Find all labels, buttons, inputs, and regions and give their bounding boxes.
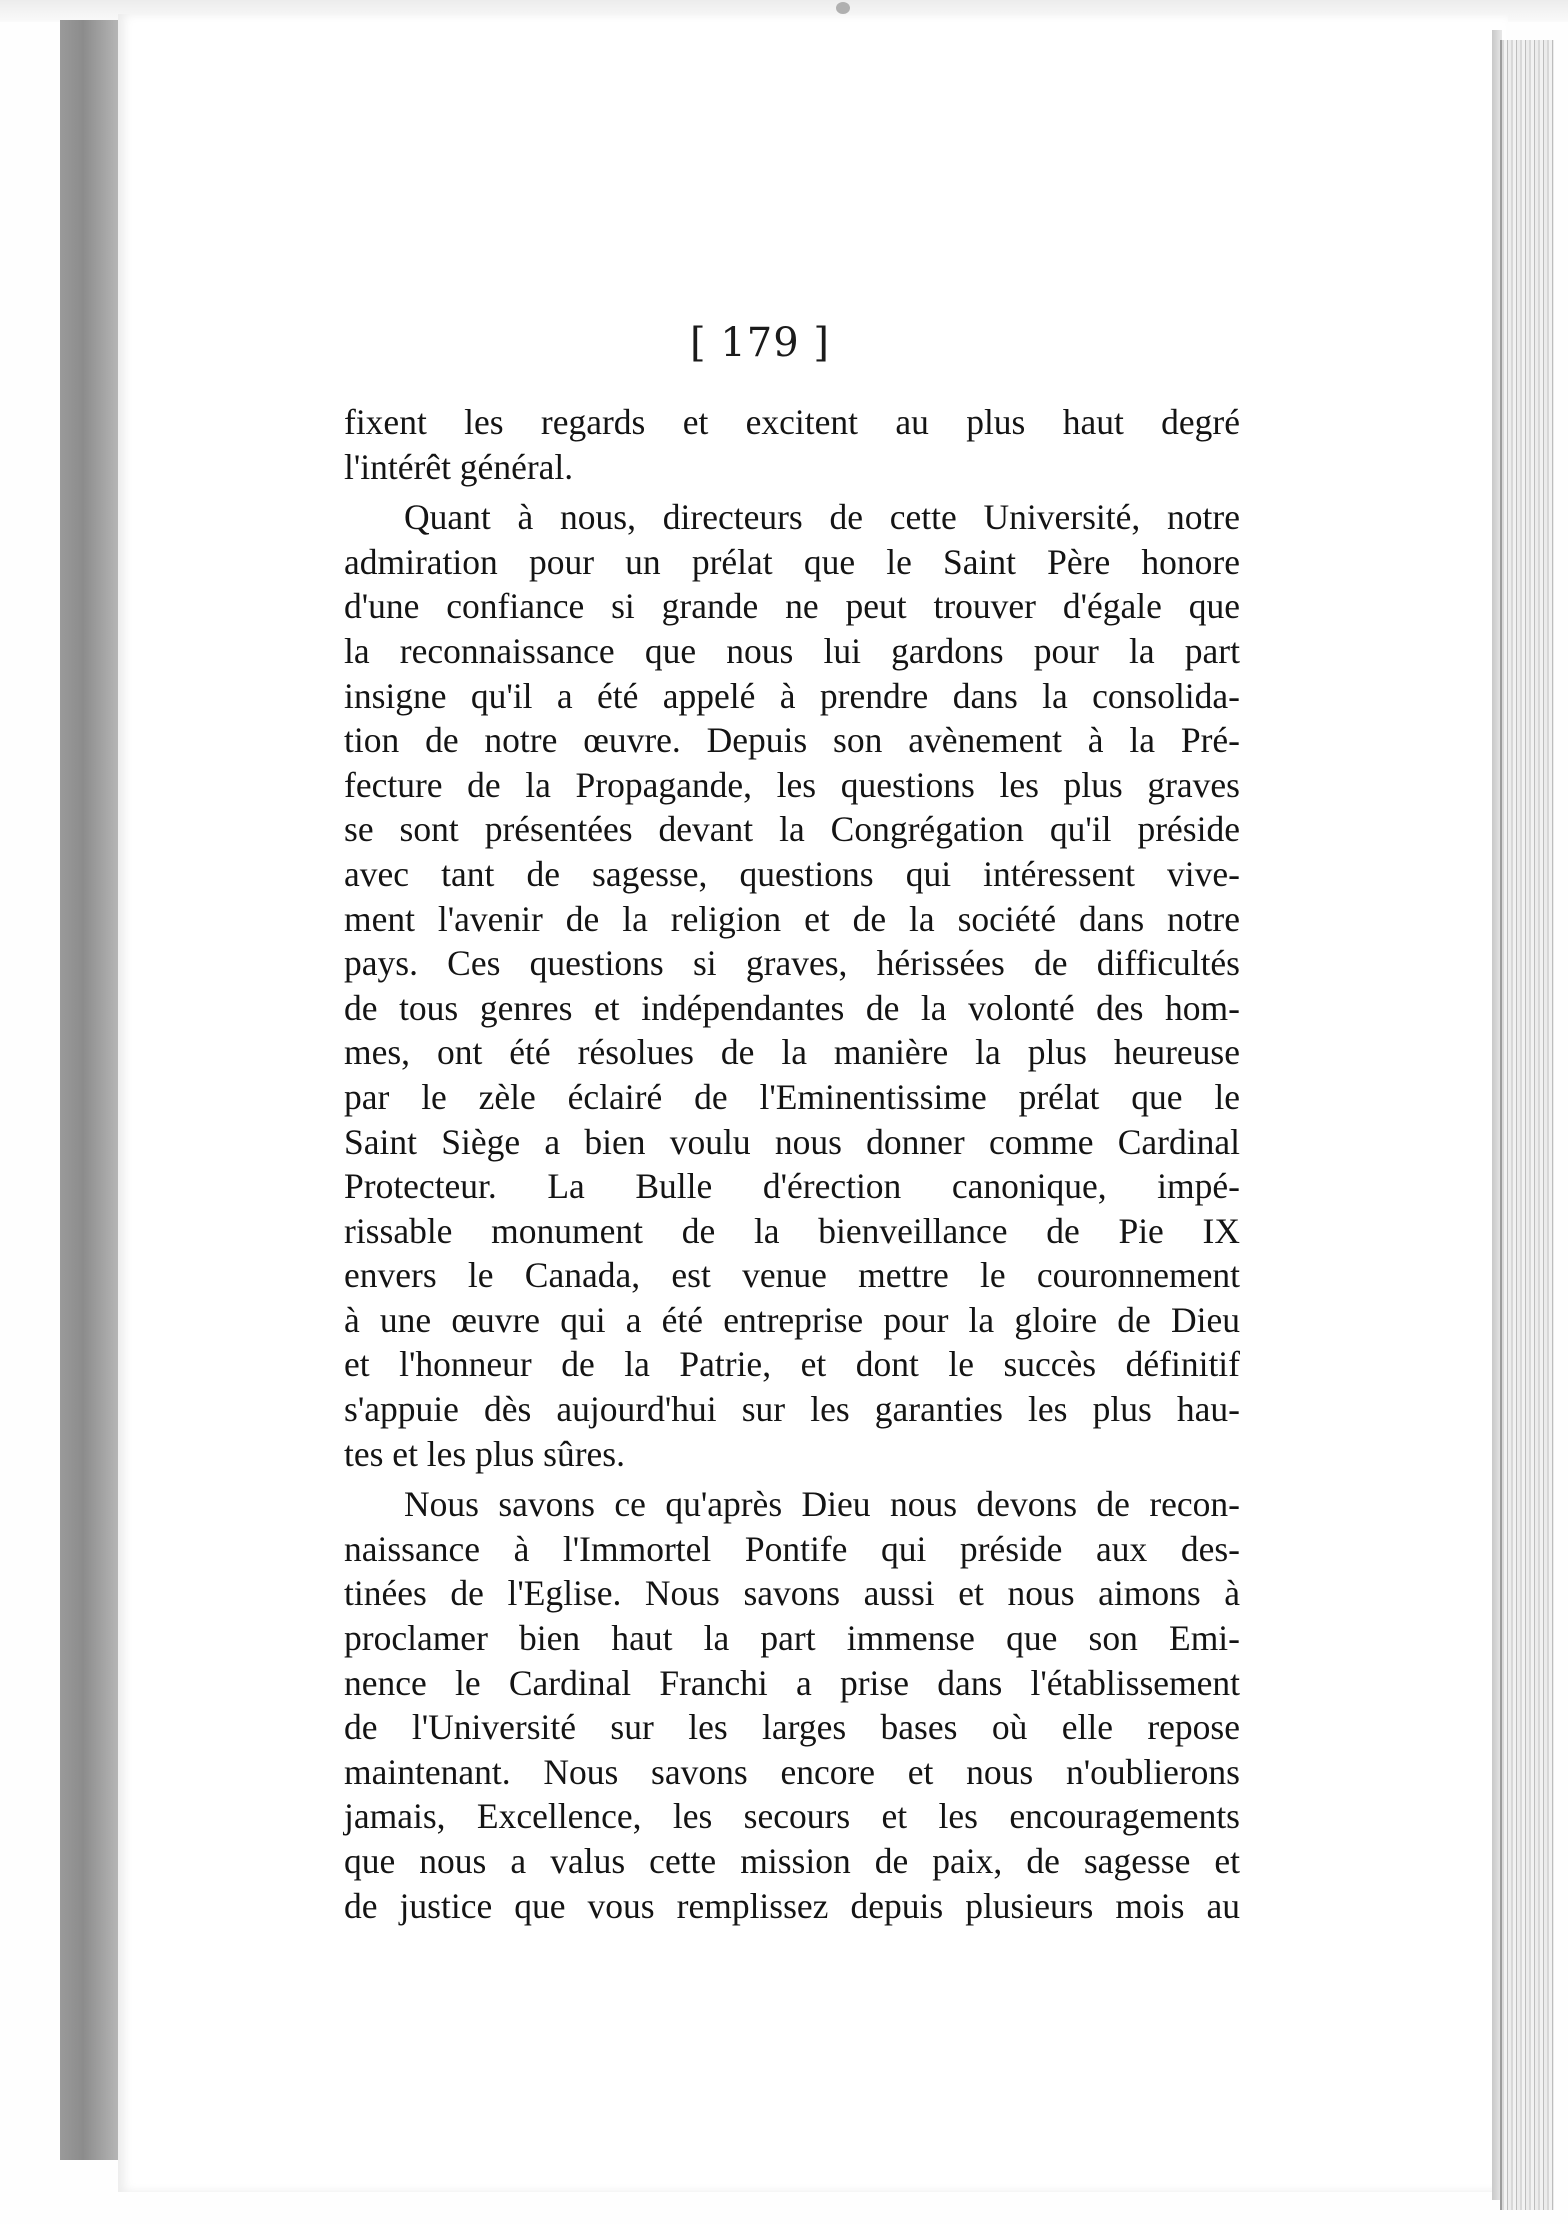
text-line: maintenant. Nous savons encore et nous n'oublierons [344, 1751, 1240, 1792]
text-line: Quant à nous, directeurs de cette Université, notre [404, 497, 1240, 538]
text-line: ment l'avenir de la religion et de la société dans notre [344, 898, 1240, 939]
text-line: rissable monument de la bienveillance de Pie IX [344, 1210, 1240, 1251]
text-line: Saint Siège a bien voulu nous donner comme Cardinal [344, 1121, 1240, 1162]
text-line: la reconnaissance que nous lui gardons pour la part [344, 630, 1240, 671]
text-line: d'une confiance si grande ne peut trouver d'égale que [344, 586, 1240, 627]
text-line: de l'Université sur les larges bases où elle repose [344, 1707, 1240, 1748]
text-line: nence le Cardinal Franchi a prise dans l'établissement [344, 1662, 1240, 1703]
scan-artifact-dot [836, 2, 850, 14]
binding-gutter [60, 20, 118, 2160]
text-line: tion de notre œuvre. Depuis son avènement à la Pré- [344, 720, 1240, 761]
text-line: à une œuvre qui a été entreprise pour la gloire de Dieu [344, 1299, 1240, 1340]
text-line: avec tant de sagesse, questions qui intéressent vive- [344, 853, 1240, 894]
body-text [344, 400, 1240, 1928]
text-line: par le zèle éclairé de l'Eminentissime prélat que le [344, 1076, 1240, 1117]
text-line: que nous a valus cette mission de paix, de sagesse et [344, 1841, 1240, 1881]
text-line: pays. Ces questions si graves, hérissées de difficultés [344, 943, 1240, 984]
text-line: tes et les plus sûres. [344, 1433, 626, 1474]
text-line: de tous genres et indépendantes de la volonté des hom- [344, 987, 1240, 1028]
text-line: proclamer bien haut la part immense que son Emi- [344, 1618, 1240, 1659]
page-edges-stack [1500, 40, 1554, 2210]
text-line: mes, ont été résolues de la manière la plus heureuse [344, 1032, 1240, 1073]
text-line: admiration pour un prélat que le Saint Père honore [344, 541, 1240, 582]
text-line: naissance à l'Immortel Pontife qui préside aux des- [344, 1528, 1240, 1569]
text-line: fecture de la Propagande, les questions les plus graves [344, 764, 1240, 805]
text-line: insigne qu'il a été appelé à prendre dans la consolida- [344, 675, 1240, 716]
text-line: et l'honneur de la Patrie, et dont le succès définitif [344, 1344, 1240, 1385]
text-line: jamais, Excellence, les secours et les encouragements [344, 1796, 1240, 1837]
text-line: fixent les regards et excitent au plus haut degré [344, 402, 1240, 442]
text-line: de justice que vous remplissez depuis plusieurs mois au [344, 1885, 1240, 1926]
text-line: Nous savons ce qu'après Dieu nous devons de recon- [404, 1484, 1240, 1525]
text-line: envers le Canada, est venue mettre le couronnement [344, 1255, 1240, 1296]
text-line: tinées de l'Eglise. Nous savons aussi et nous aimons à [344, 1573, 1240, 1614]
page-number: [ 179 ] [690, 320, 830, 366]
text-line: l'intérêt général. [344, 446, 574, 487]
text-line: s'appuie dès aujourd'hui sur les garanties les plus hau- [344, 1389, 1240, 1430]
text-line: se sont présentées devant la Congrégation qu'il préside [344, 809, 1240, 850]
text-line: Protecteur. La Bulle d'érection canonique, impé- [344, 1166, 1240, 1207]
